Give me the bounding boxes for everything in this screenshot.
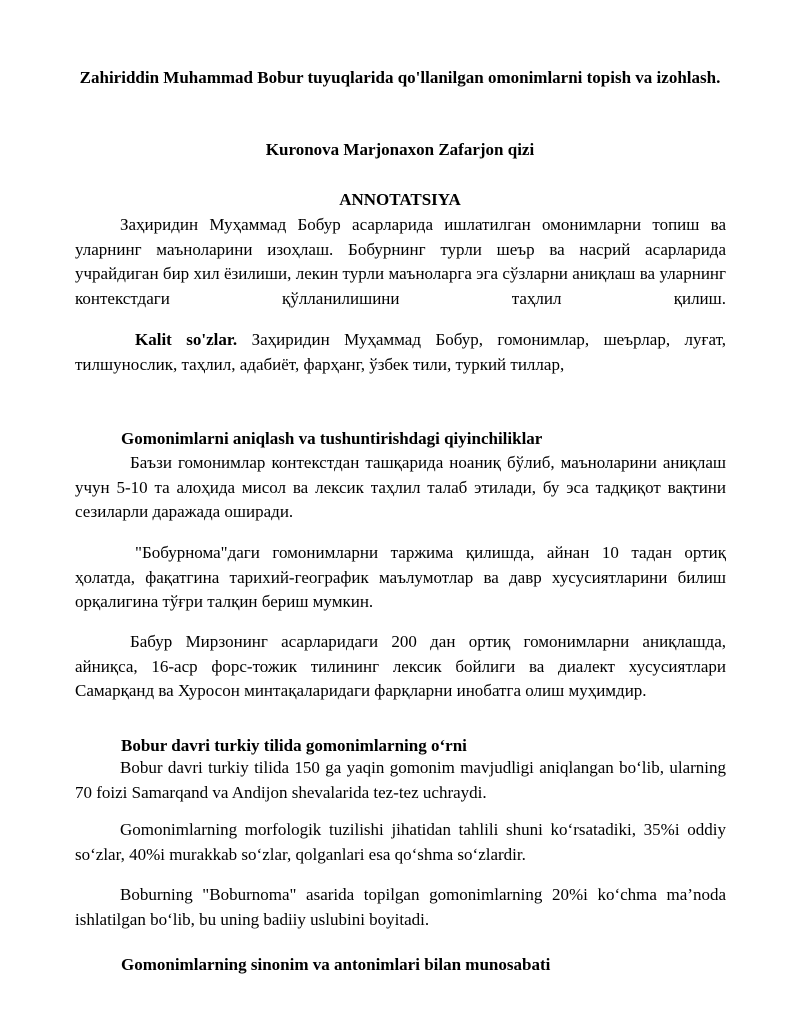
keywords-paragraph [75,328,726,377]
keywords-text: Заҳиридин Муҳаммад Бобур, гомонимлар, шеърлар, луғат, тилшунослик, таҳлил, адабиёт, фарҳанг, ўзбек тили, туркий тиллар, [75,330,726,374]
section-paragraph: Boburning "Boburnoma" asarida topilgan gomonimlarning 20%i ko‘chma ma’noda ishlatilgan bo‘lib, bu uning badiiy uslubini boyitadi. [75,885,726,929]
author-name: Kuronova Marjonaxon Zafarjon qizi [265,140,535,159]
section-heading: Gomonimlarni aniqlash va tushuntirishdagi qiyinchiliklar [121,429,543,448]
section-heading: Bobur davri turkiy tilida gomonimlarning o‘rni [121,736,467,755]
section-paragraph: "Бобурнома"даги гомонимларни таржима қилишда, айнан 10 тадан ортиқ ҳолатда, фақатгина тарихий-географик маълумотлар ва давр хусусиятларини билиш орқалигина тўғри талқин бериш мумкин. [75,543,726,611]
keywords-label: Kalit so'zlar. [135,330,238,349]
section-paragraph: Bobur davri turkiy tilida 150 ga yaqin gomonim mavjudligi aniqlangan bo‘lib, ularning 70 foizi Samarqand va Andijon shevalarida tez-tez uchraydi. [75,758,726,802]
document-title: Zahiriddin Muhammad Bobur tuyuqlarida qo'llanilgan omonimlarni topish va izohlash. [79,68,721,87]
section-paragraph: Баъзи гомонимлар контекстдан ташқарида ноаниқ бўлиб, маъноларини аниқлаш учун 5-10 та алоҳида мисол ва лексик таҳлил талаб этилади, бу эса тадқиқот вақтини сезиларли даражада оширади. [75,453,726,521]
annotation-heading: ANNOTATSIYA [339,190,461,209]
section-paragraph: Gomonimlarning morfologik tuzilishi jihatidan tahlili shuni ko‘rsatadiki, 35%i oddiy so‘zlar, 40%i murakkab so‘zlar, qolganlari esa qo‘shma so‘zlardir. [75,820,726,864]
section-paragraph: Бабур Мирзонинг асарларидаги 200 дан ортиқ гомонимларни аниқлашда, айниқса, 16-аср форс-тожик тилининг лексик бойлиги ва диалект хусусиятлари Самарқанд ва Хуросон минтақаларидаги фарқларни инобатга олиш муҳимдир. [75,632,726,700]
section-heading: Gomonimlarning sinonim va antonimlari bilan munosabati [121,955,551,974]
annotation-paragraph: Заҳиридин Муҳаммад Бобур асарларида ишлатилган омонимларни топиш ва уларнинг маъноларини изоҳлаш. Бобурнинг турли шеър ва насрий асарларида учрайдиган бир хил ёзилиши, лекин турли маъноларга эга сўзларни аниқлаш ва уларнинг контекстдаги қўлланилишини таҳлил қилиш. [75,215,726,308]
